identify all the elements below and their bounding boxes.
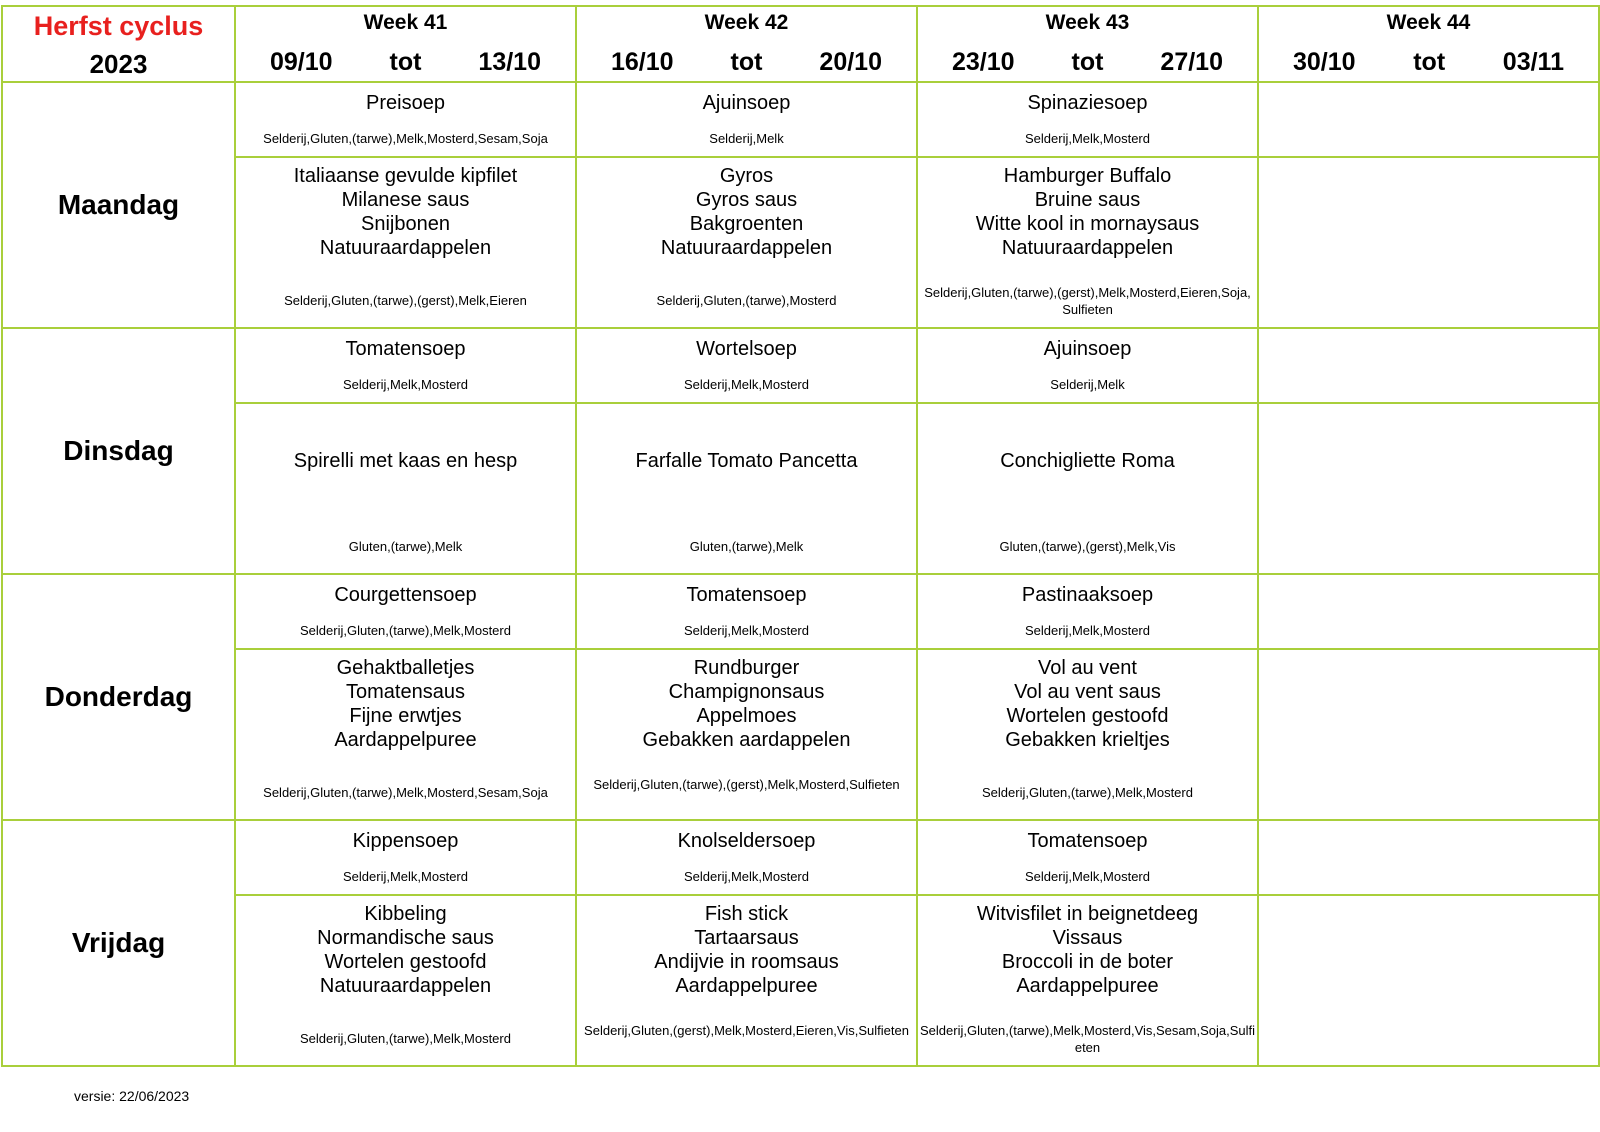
main-dish xyxy=(236,902,575,998)
main-allergens: Selderij,Gluten,(tarwe),Melk,Mosterd,Sesam,Soja xyxy=(263,785,548,800)
main-dish-line: Tartaarsaus xyxy=(694,927,799,949)
main-dish xyxy=(577,164,916,260)
soup-cell-content xyxy=(1259,821,1598,894)
soup-allergens: Selderij,Melk,Mosterd xyxy=(684,377,809,392)
soup-dish: Pastinaaksoep xyxy=(1021,584,1154,606)
week-dates xyxy=(236,48,575,76)
soup-cell xyxy=(1258,82,1599,157)
week-date-separator: tot xyxy=(389,48,422,76)
soup-cell xyxy=(235,574,576,649)
main-dish-line: Wortelen gestoofd xyxy=(1006,705,1169,727)
main-dish xyxy=(236,164,575,260)
soup-cell xyxy=(917,574,1258,649)
main-dish-line: Fish stick xyxy=(704,903,789,925)
soup-cell-content xyxy=(236,575,575,648)
soup-cell xyxy=(576,82,917,157)
version-note: versie: 22/06/2023 xyxy=(74,1088,190,1104)
main-cell-content xyxy=(236,650,575,819)
main-cell xyxy=(1258,403,1599,574)
week-end-date: 13/10 xyxy=(478,48,541,76)
main-row-donderdag xyxy=(2,649,1599,820)
soup-dish: Tomatensoep xyxy=(686,584,807,606)
main-dish xyxy=(918,656,1257,752)
main-dish-line: Wortelen gestoofd xyxy=(324,951,487,973)
main-dish-line: Aardappelpuree xyxy=(675,975,818,997)
main-dish-line: Andijvie in roomsaus xyxy=(654,951,839,973)
main-allergens: Gluten,(tarwe),(gerst),Melk,Vis xyxy=(999,539,1176,554)
main-cell xyxy=(235,649,576,820)
main-cell-content xyxy=(918,896,1257,1065)
main-allergens: Selderij,Gluten,(tarwe),Mosterd xyxy=(656,293,837,308)
soup-cell xyxy=(235,82,576,157)
main-cell xyxy=(235,403,576,574)
soup-row-maandag xyxy=(2,82,1599,157)
main-allergens: Selderij,Gluten,(tarwe),Melk,Mosterd xyxy=(300,1031,511,1046)
main-cell-content xyxy=(577,650,916,819)
main-dish-line: Witte kool in mornaysaus xyxy=(975,213,1200,235)
main-dish-line: Appelmoes xyxy=(696,705,797,727)
main-cell-content xyxy=(577,158,916,327)
main-cell-content xyxy=(577,896,916,1065)
soup-dish: Tomatensoep xyxy=(345,338,466,360)
main-cell xyxy=(235,157,576,328)
soup-cell-content xyxy=(236,329,575,402)
main-dish-line: Vissaus xyxy=(1052,927,1123,949)
main-allergens: Selderij,Gluten,(gerst),Melk,Mosterd,Eieren,Vis,Sulfieten xyxy=(584,1023,909,1038)
soup-allergens: Selderij,Melk,Mosterd xyxy=(1025,623,1150,638)
main-row-vrijdag xyxy=(2,895,1599,1066)
main-dish-line: Aardappelpuree xyxy=(1016,975,1159,997)
soup-cell xyxy=(917,820,1258,895)
main-cell xyxy=(1258,649,1599,820)
soup-allergens: Selderij,Gluten,(tarwe),Melk,Mosterd xyxy=(300,623,511,638)
main-dish-line: Gyros saus xyxy=(695,189,798,211)
main-cell-content xyxy=(918,404,1257,573)
main-dish xyxy=(577,902,916,998)
week-date-separator: tot xyxy=(730,48,763,76)
week-dates xyxy=(1259,48,1598,76)
day-label-vrijdag: Vrijdag xyxy=(2,820,235,1066)
soup-cell-content xyxy=(918,821,1257,894)
main-dish-line: Gebakken krieltjes xyxy=(1005,729,1170,751)
header-row xyxy=(2,6,1599,82)
main-dish-line: Witvisfilet in beignetdeeg xyxy=(976,903,1199,925)
week-date-separator: tot xyxy=(1413,48,1446,76)
main-cell xyxy=(917,403,1258,574)
week-end-date: 20/10 xyxy=(819,48,882,76)
main-allergens: Selderij,Gluten,(tarwe),Melk,Mosterd xyxy=(982,785,1193,800)
main-row-dinsdag xyxy=(2,403,1599,574)
menu-table xyxy=(1,5,1600,1067)
week-header-2 xyxy=(576,6,917,82)
soup-dish: Knolseldersoep xyxy=(677,830,816,852)
week-label: Week 42 xyxy=(704,11,789,34)
soup-allergens: Selderij,Melk,Mosterd xyxy=(1025,869,1150,884)
main-dish xyxy=(577,656,916,752)
soup-allergens: Selderij,Melk,Mosterd xyxy=(1025,131,1150,146)
soup-cell-content xyxy=(1259,329,1598,402)
main-dish-line: Tomatensaus xyxy=(346,681,465,703)
main-dish xyxy=(918,164,1257,260)
soup-cell-content xyxy=(918,329,1257,402)
main-cell xyxy=(576,403,917,574)
soup-allergens: Selderij,Melk,Mosterd xyxy=(684,869,809,884)
soup-row-donderdag xyxy=(2,574,1599,649)
soup-dish: Spinaziesoep xyxy=(1027,92,1148,114)
main-cell xyxy=(235,895,576,1066)
main-dish-line: Gehaktballetjes xyxy=(336,657,475,679)
main-dish-line: Bakgroenten xyxy=(689,213,804,235)
soup-cell xyxy=(1258,574,1599,649)
main-dish-line: Bruine saus xyxy=(1034,189,1141,211)
main-cell-content xyxy=(1259,896,1598,1065)
main-allergens: Selderij,Gluten,(tarwe),(gerst),Melk,Eieren xyxy=(284,293,527,308)
soup-cell-content xyxy=(236,83,575,156)
day-label-donderdag: Donderdag xyxy=(2,574,235,820)
main-dish-line: Italiaanse gevulde kipfilet xyxy=(293,165,518,187)
day-label-maandag: Maandag xyxy=(2,82,235,328)
week-header-1 xyxy=(235,6,576,82)
week-label: Week 41 xyxy=(363,11,448,34)
main-dish-line: Vol au vent saus xyxy=(1014,681,1161,703)
soup-cell-content xyxy=(577,575,916,648)
main-dish-line: Natuuraardappelen xyxy=(319,237,492,259)
main-cell-content xyxy=(1259,404,1598,573)
main-dish-line: Fijne erwtjes xyxy=(349,705,462,727)
week-header-3 xyxy=(917,6,1258,82)
week-label: Week 43 xyxy=(1045,11,1130,34)
main-cell xyxy=(576,157,917,328)
cycle-year: 2023 xyxy=(89,49,148,79)
main-cell xyxy=(917,895,1258,1066)
week-end-date: 03/11 xyxy=(1502,48,1564,76)
soup-cell xyxy=(917,82,1258,157)
main-cell xyxy=(1258,895,1599,1066)
main-dish-line: Farfalle Tomato Pancetta xyxy=(635,450,858,472)
soup-row-vrijdag xyxy=(2,820,1599,895)
main-dish xyxy=(918,902,1257,998)
main-allergens: Selderij,Gluten,(tarwe),(gerst),Melk,Mosterd,Sulfieten xyxy=(593,777,900,792)
main-dish-line: Natuuraardappelen xyxy=(1001,237,1174,259)
main-cell-content xyxy=(236,896,575,1065)
main-dish-line: Milanese saus xyxy=(341,189,470,211)
soup-cell-content xyxy=(1259,83,1598,156)
soup-cell-content xyxy=(1259,575,1598,648)
main-cell xyxy=(576,895,917,1066)
soup-allergens: Selderij,Melk xyxy=(709,131,784,146)
soup-cell xyxy=(576,820,917,895)
week-end-date: 27/10 xyxy=(1160,48,1223,76)
main-cell-content xyxy=(918,158,1257,327)
main-dish-line: Champignonsaus xyxy=(668,681,825,703)
soup-cell xyxy=(1258,820,1599,895)
week-header-4 xyxy=(1258,6,1599,82)
week-dates xyxy=(577,48,916,76)
week-label: Week 44 xyxy=(1386,11,1471,34)
soup-cell-content xyxy=(577,83,916,156)
main-dish xyxy=(918,449,1257,473)
soup-dish: Courgettensoep xyxy=(334,584,477,606)
soup-cell xyxy=(235,820,576,895)
main-dish-line: Conchigliette Roma xyxy=(1000,450,1175,472)
main-row-maandag xyxy=(2,157,1599,328)
main-dish-line: Rundburger xyxy=(693,657,800,679)
soup-allergens: Selderij,Melk,Mosterd xyxy=(684,623,809,638)
main-cell xyxy=(917,649,1258,820)
main-allergens: Selderij,Gluten,(tarwe),Melk,Mosterd,Vis,Sesam,Soja,Sulfieten xyxy=(920,1023,1255,1055)
main-dish-line: Natuuraardappelen xyxy=(660,237,833,259)
main-dish-line: Normandische saus xyxy=(317,927,494,949)
soup-dish: Kippensoep xyxy=(352,830,459,852)
soup-cell xyxy=(235,328,576,403)
main-dish-line: Gebakken aardappelen xyxy=(642,729,851,751)
cycle-title-cell xyxy=(2,6,235,82)
soup-cell xyxy=(576,574,917,649)
main-cell-content xyxy=(918,650,1257,819)
main-dish xyxy=(236,449,575,473)
soup-cell-content xyxy=(577,329,916,402)
main-cell-content xyxy=(236,158,575,327)
main-dish xyxy=(236,656,575,752)
week-start-date: 09/10 xyxy=(270,48,333,76)
soup-dish: Preisoep xyxy=(366,92,445,114)
soup-cell xyxy=(1258,328,1599,403)
main-dish-line: Spirelli met kaas en hesp xyxy=(293,450,518,472)
soup-cell-content xyxy=(918,83,1257,156)
soup-allergens: Selderij,Melk xyxy=(1050,377,1125,392)
week-start-date: 23/10 xyxy=(952,48,1015,76)
main-dish-line: Vol au vent xyxy=(1038,657,1137,679)
soup-cell xyxy=(576,328,917,403)
soup-dish: Ajuinsoep xyxy=(1043,338,1132,360)
main-dish-line: Aardappelpuree xyxy=(334,729,477,751)
main-cell-content xyxy=(236,404,575,573)
week-start-date: 16/10 xyxy=(611,48,674,76)
main-cell xyxy=(917,157,1258,328)
main-dish-line: Natuuraardappelen xyxy=(319,975,492,997)
main-cell xyxy=(576,649,917,820)
cycle-title: Herfst cyclus xyxy=(33,11,204,41)
soup-dish: Tomatensoep xyxy=(1027,830,1148,852)
main-cell-content xyxy=(1259,158,1598,327)
main-allergens: Gluten,(tarwe),Melk xyxy=(689,539,804,554)
main-dish-line: Broccoli in de boter xyxy=(1001,951,1174,973)
soup-dish: Ajuinsoep xyxy=(702,92,791,114)
main-allergens: Selderij,Gluten,(tarwe),(gerst),Melk,Mosterd,Eieren,Soja,Sulfieten xyxy=(924,285,1251,317)
soup-cell xyxy=(917,328,1258,403)
main-dish xyxy=(577,449,916,473)
soup-allergens: Selderij,Melk,Mosterd xyxy=(343,377,468,392)
main-dish-line: Snijbonen xyxy=(361,213,450,235)
soup-row-dinsdag xyxy=(2,328,1599,403)
main-cell-content xyxy=(577,404,916,573)
week-dates xyxy=(918,48,1257,76)
week-start-date: 30/10 xyxy=(1293,48,1356,76)
soup-dish: Wortelsoep xyxy=(696,338,797,360)
day-label-dinsdag: Dinsdag xyxy=(2,328,235,574)
main-dish-line: Gyros xyxy=(719,165,774,187)
main-dish-line: Hamburger Buffalo xyxy=(1003,165,1172,187)
main-dish-line: Kibbeling xyxy=(364,903,447,925)
week-date-separator: tot xyxy=(1071,48,1104,76)
soup-cell-content xyxy=(236,821,575,894)
soup-allergens: Selderij,Gluten,(tarwe),Melk,Mosterd,Sesam,Soja xyxy=(263,131,548,146)
main-allergens: Gluten,(tarwe),Melk xyxy=(348,539,463,554)
main-cell-content xyxy=(1259,650,1598,819)
menu-body xyxy=(2,6,1599,1066)
soup-allergens: Selderij,Melk,Mosterd xyxy=(343,869,468,884)
soup-cell-content xyxy=(918,575,1257,648)
main-cell xyxy=(1258,157,1599,328)
soup-cell-content xyxy=(577,821,916,894)
